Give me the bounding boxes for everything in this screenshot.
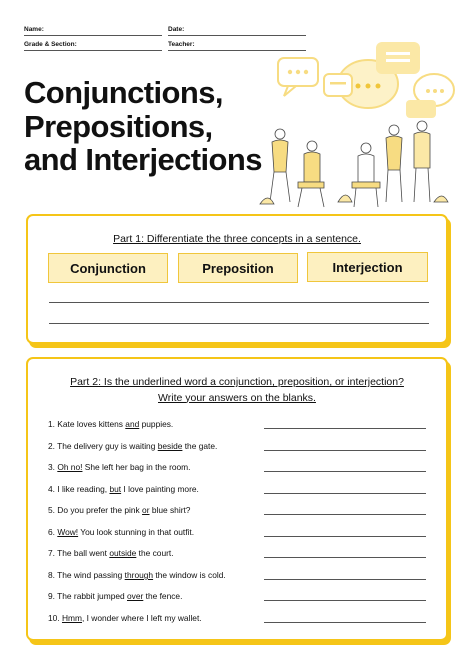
answer-blank-7[interactable] [264,557,426,558]
speech-bubble-icon [376,42,420,74]
people-chatting-illustration [258,42,458,214]
speech-bubble-icon [278,58,318,96]
question-5: 5. Do you prefer the pink or blue shirt? [48,505,191,515]
people-illustration [260,121,448,207]
question-7: 7. The ball went outside the court. [48,548,174,558]
question-6: 6. Wow! You look stunning in that outfit. [48,527,195,537]
answer-blank-6[interactable] [264,536,426,537]
grade-section-line[interactable] [24,50,162,51]
name-line[interactable] [24,35,162,36]
question-8: 8. The wind passing through the window is cold. [48,570,226,580]
part1-panel [26,214,448,344]
speech-bubble-icon [324,74,352,96]
conjunction-box: Conjunction [48,253,168,283]
answer-blank-10[interactable] [264,622,426,623]
answer-line-1[interactable] [49,302,429,303]
question-2: 2. The delivery guy is waiting beside the gate. [48,441,218,451]
preposition-box: Preposition [178,253,298,283]
title-line-2: Prepositions, [24,108,213,144]
question-9: 9. The rabbit jumped over the fence. [48,591,183,601]
part2-heading [28,375,446,406]
speech-bubble-icon [406,100,436,118]
title-line-1: Conjunctions, [24,75,223,110]
answer-blank-2[interactable] [264,450,426,451]
grade-section-label: Grade & Section: [24,41,77,48]
part2-heading-line-2: Write your answers on the blanks. [158,391,316,404]
question-10: 10. Hmm, I wonder where I left my wallet. [48,613,202,623]
name-label: Name: [24,26,44,33]
answer-blank-4[interactable] [264,493,426,494]
part2-panel [26,357,448,641]
answer-blank-3[interactable] [264,471,426,472]
part1-heading: Part 1: Differentiate the three concepts in a sentence. [113,233,361,245]
teacher-label: Teacher: [168,41,195,48]
date-line[interactable] [168,35,306,36]
date-label: Date: [168,26,185,33]
answer-blank-8[interactable] [264,579,426,580]
question-1: 1. Kate loves kittens and puppies. [48,419,174,429]
answer-blank-1[interactable] [264,428,426,429]
interjection-box: Interjection [307,252,428,282]
question-3: 3. Oh no! She left her bag in the room. [48,462,191,472]
answer-line-2[interactable] [49,323,429,324]
answer-blank-5[interactable] [264,514,426,515]
part2-heading-line-1: Part 2: Is the underlined word a conjunction, preposition, or interjection? [70,376,404,388]
question-4: 4. I like reading, but I love painting more. [48,484,199,494]
answer-blank-9[interactable] [264,600,426,601]
title-line-3: and Interjections [24,142,262,177]
